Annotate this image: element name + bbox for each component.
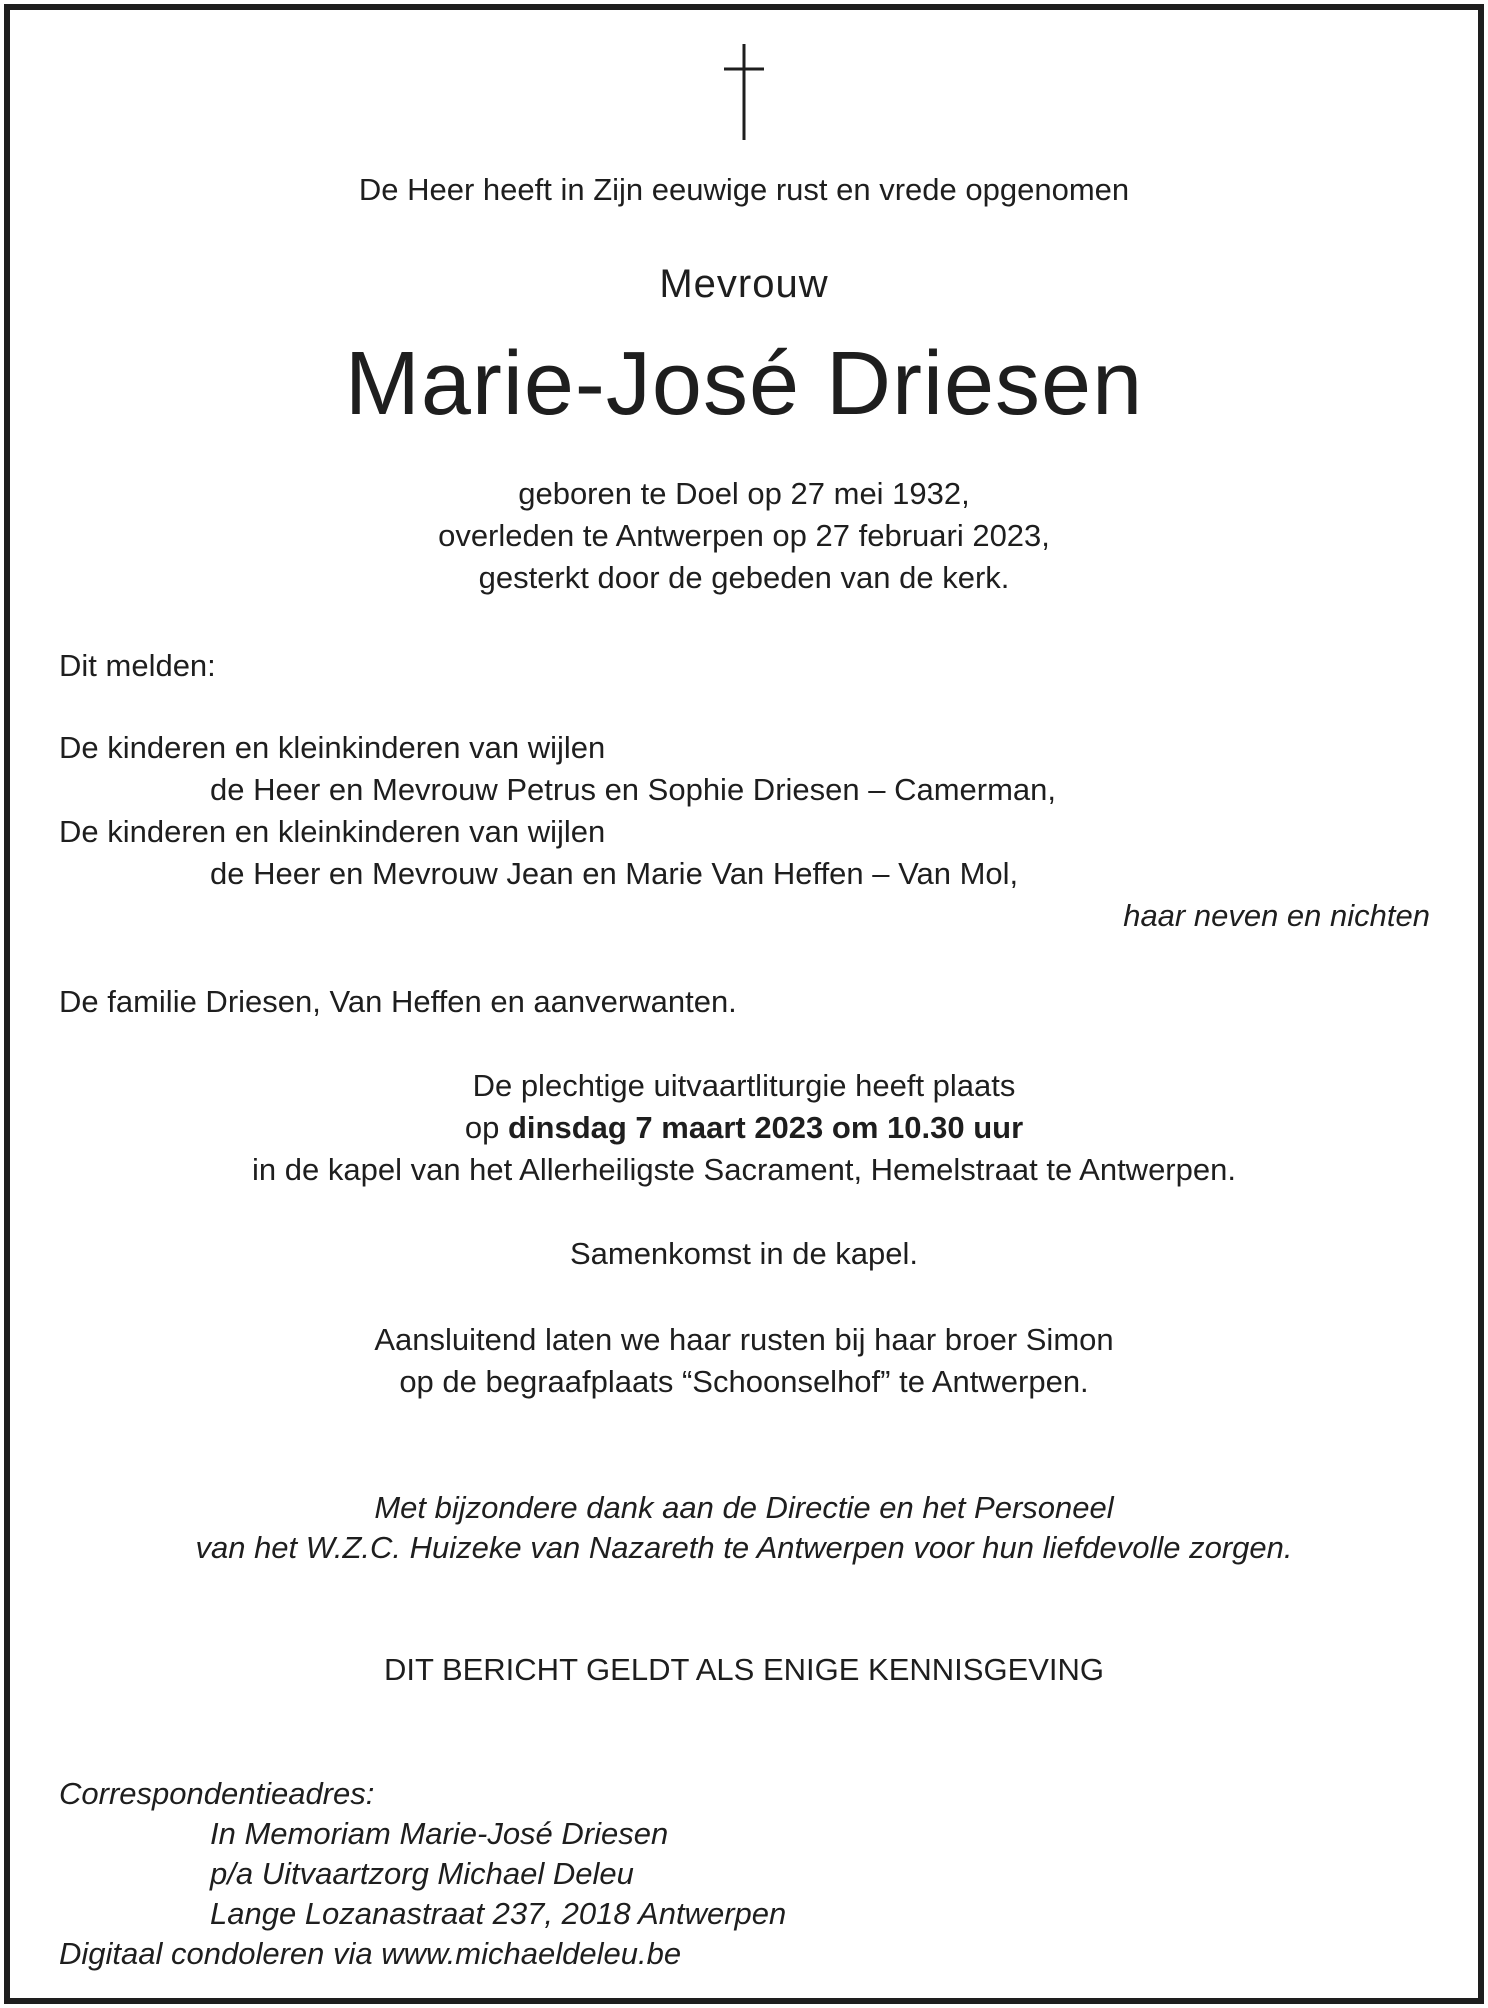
announcer-line-1: De kinderen en kleinkinderen van wijlen (59, 730, 606, 765)
burial-line-1: Aansluitend laten we haar rusten bij haar broer Simon (374, 1322, 1114, 1357)
announcer-line-2: de Heer en Mevrouw Petrus en Sophie Driesen – Camerman, (210, 772, 1057, 807)
honorific: Mevrouw (659, 262, 829, 306)
thanks-line-2: van het W.Z.C. Huizeke van Nazareth te Antwerpen voor hun liefdevolle zorgen. (195, 1530, 1293, 1565)
church-line: gesterkt door de gebeden van de kerk. (478, 560, 1010, 595)
correspondence-label: Correspondentieadres: (59, 1776, 375, 1811)
announcer-line-4: de Heer en Mevrouw Jean en Marie Van Heffen – Van Mol, (210, 856, 1019, 891)
correspondence-line-1: In Memoriam Marie-José Driesen (210, 1816, 669, 1851)
correspondence-line-2: p/a Uitvaartzorg Michael Deleu (210, 1856, 634, 1891)
cross-icon (724, 44, 764, 140)
gathering-line: Samenkomst in de kapel. (569, 1236, 919, 1271)
ceremony-date: dinsdag 7 maart 2023 om 10.30 uur (507, 1110, 1024, 1145)
correspondence-line-3: Lange Lozanastraat 237, 2018 Antwerpen (210, 1896, 787, 1931)
announcer-line-3: De kinderen en kleinkinderen van wijlen (59, 814, 606, 849)
death-line: overleden te Antwerpen op 27 februari 2023, (438, 518, 1050, 553)
thanks-line-1: Met bijzondere dank aan de Directie en het Personeel (374, 1490, 1114, 1525)
online-condolence-link[interactable]: Digitaal condoleren via www.michaeldeleu.be (59, 1936, 682, 1971)
intro-text: De Heer heeft in Zijn eeuwige rust en vrede opgenomen (358, 172, 1130, 207)
burial-line-2: op de begraafplaats “Schoonselhof” te Antwerpen. (399, 1364, 1089, 1399)
announcers-intro: Dit melden: (59, 648, 216, 683)
ceremony-line-1: De plechtige uitvaartliturgie heeft plaats (472, 1068, 1016, 1103)
family-line: De familie Driesen, Van Heffen en aanverwanten. (59, 984, 737, 1019)
relation-label: haar neven en nichten (1123, 898, 1430, 933)
notice-line: DIT BERICHT GELDT ALS ENIGE KENNISGEVING (383, 1652, 1105, 1687)
ceremony-date-line (0, 1110, 1488, 1146)
ceremony-line-3: in de kapel van het Allerheiligste Sacrament, Hemelstraat te Antwerpen. (252, 1152, 1236, 1187)
ceremony-date-prefix: op (464, 1110, 508, 1145)
birth-line: geboren te Doel op 27 mei 1932, (518, 476, 970, 511)
deceased-name: Marie-José Driesen (344, 334, 1144, 434)
